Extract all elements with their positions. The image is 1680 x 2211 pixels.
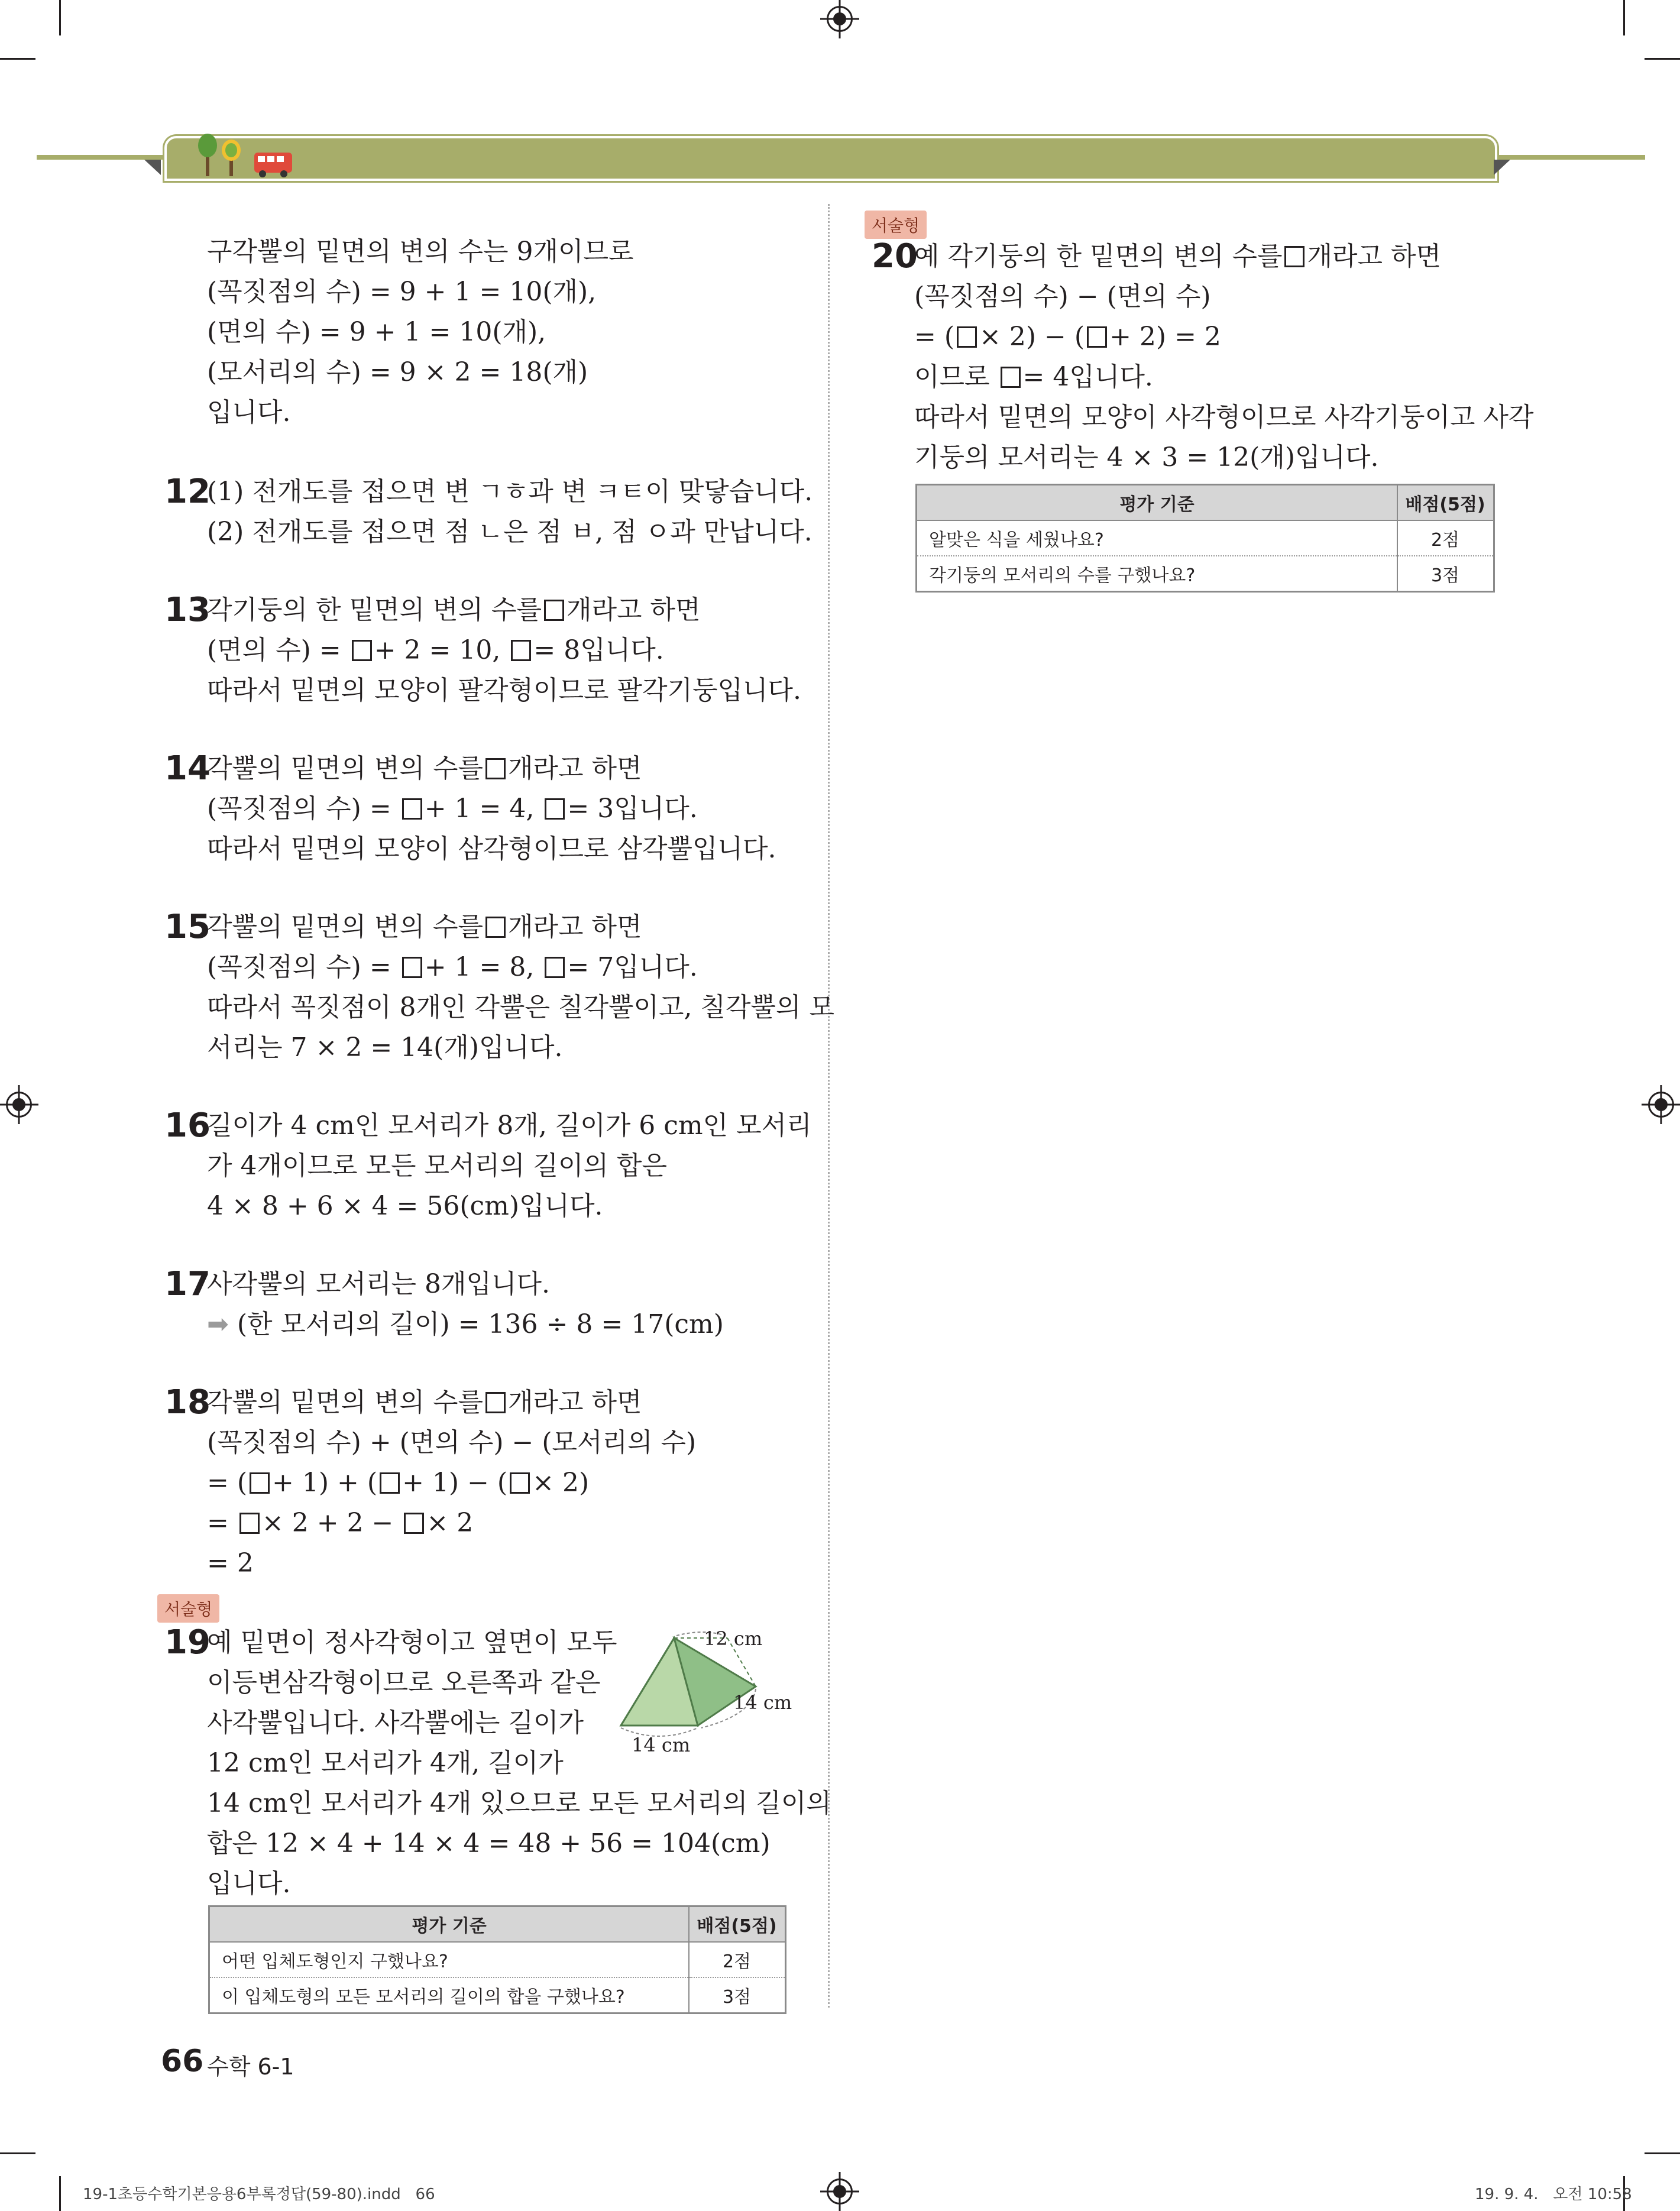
blank-box (404, 1513, 424, 1534)
answer-line: 이등변삼각형이므로 오른쪽과 같은 (207, 1668, 601, 1698)
column-divider (828, 204, 830, 2008)
answer-line: 서리는 7 × 2 = 14(개)입니다. (207, 1032, 563, 1063)
page-number: 66 (161, 2044, 204, 2079)
header-arrow-left (144, 160, 161, 175)
intro-line: (모서리의 수) = 9 × 2 = 18(개) (207, 357, 588, 387)
blank-box (239, 1513, 260, 1534)
answer-line: (2) 전개도를 접으면 점 ㄴ은 점 ㅂ, 점 ㅇ과 만납니다. (207, 517, 813, 547)
rubric-criteria: 알맞은 식을 세웠나요? (917, 520, 1398, 556)
rubric-points-header: 배점(5점) (689, 1906, 786, 1943)
answer-line: 각뿔의 밑면의 변의 수를 개라고 하면 (207, 753, 642, 784)
table-header-row (209, 1906, 786, 1943)
answer-line: 예 각기둥의 한 밑면의 변의 수를 개라고 하면 (914, 241, 1441, 271)
answer-line: 따라서 밑면의 모양이 팔각형이므로 팔각기둥입니다. (207, 675, 802, 705)
blank-box (545, 798, 565, 820)
essay-type-badge: 서술형 (157, 1594, 219, 1623)
answer-line: 사각뿔의 모서리는 8개입니다. (207, 1269, 550, 1299)
blank-box (380, 1472, 400, 1494)
blank-box (250, 1472, 270, 1494)
answer-line: 4 × 8 + 6 × 4 = 56(cm)입니다. (207, 1191, 603, 1221)
answer-line: 사각뿔입니다. 사각뿔에는 길이가 (207, 1708, 584, 1738)
blank-box (402, 798, 422, 820)
answer-line: 기둥의 모서리는 4 × 3 = 12(개)입니다. (914, 442, 1379, 472)
table-row (917, 556, 1494, 592)
answer-line: 가 4개이므로 모든 모서리의 길이의 합은 (207, 1151, 667, 1181)
intro-line: 입니다. (207, 397, 291, 428)
header-arrow-right (1494, 160, 1510, 175)
question-number: 14 (164, 749, 211, 788)
blank-box (511, 640, 531, 661)
answer-line: 입니다. (207, 1869, 291, 1899)
question-number: 13 (164, 591, 211, 629)
question-number: 15 (164, 908, 211, 946)
blank-box (1001, 367, 1021, 388)
header-tab (164, 136, 1497, 181)
question-number: 17 (164, 1265, 211, 1303)
bus-icon (254, 153, 292, 177)
answer-line: (꼭짓점의 수) − (면의 수) (914, 281, 1211, 312)
arrow-icon: ➡ (207, 1309, 229, 1339)
answer-line: (꼭짓점의 수) + (면의 수) − (모서리의 수) (207, 1427, 697, 1458)
question-number: 19 (164, 1623, 211, 1662)
rubric-criteria: 어떤 입체도형인지 구했나요? (209, 1942, 690, 1977)
answer-line: 예 밑면이 정사각형이고 옆면이 모두 (207, 1627, 617, 1658)
rubric-criteria: 각기둥의 모서리의 수를 구했나요? (929, 565, 1196, 586)
answer-line: (면의 수) = + 2 = 10, = 8입니다. (207, 635, 664, 665)
crop-mark (59, 0, 61, 35)
answer-line: 이므로 = 4입니다. (914, 362, 1153, 392)
rubric-points: 3점 (1397, 556, 1494, 592)
intro-line: (꼭짓점의 수) = 9 + 1 = 10(개), (207, 277, 597, 307)
edge-label: 14 cm (733, 1691, 792, 1714)
blank-box (1284, 246, 1304, 267)
rubric-criteria-header: 평가 기준 (917, 485, 1398, 521)
blank-box (510, 1472, 530, 1494)
print-date: 19. 9. 4. 오전 10:58 (1475, 2186, 1632, 2203)
answer-line: 12 cm인 모서리가 4개, 길이가 (207, 1748, 564, 1778)
answer-line: = × 2 + 2 − × 2 (207, 1508, 474, 1538)
table-row (209, 1942, 786, 1977)
answer-line: 14 cm인 모서리가 4개 있으므로 모든 모서리의 길이의 (207, 1788, 831, 1818)
answer-line: 각기둥의 한 밑면의 변의 수를 개라고 하면 (207, 595, 701, 625)
answer-line: 따라서 꼭짓점이 8개인 각뿔은 칠각뿔이고, 칠각뿔의 모 (207, 992, 834, 1022)
intro-line: (면의 수) = 9 + 1 = 10(개), (207, 317, 546, 347)
table-header-row (917, 485, 1494, 521)
blank-box (402, 957, 422, 978)
answer-line: (꼭짓점의 수) = + 1 = 4, = 3입니다. (207, 794, 698, 824)
answer-line: 따라서 밑면의 모양이 사각형이므로 사각기둥이고 사각 (914, 402, 1534, 432)
table-row (917, 520, 1494, 556)
crop-mark (59, 2176, 61, 2211)
rubric-points: 2점 (689, 1942, 786, 1977)
crop-mark (1645, 58, 1680, 60)
book-title: 수학 6-1 (207, 2054, 294, 2080)
answer-line: (1) 전개도를 접으면 변 ㄱㅎ과 변 ㅋㅌ이 맞닿습니다. (207, 477, 813, 507)
answer-line: 각뿔의 밑면의 변의 수를 개라고 하면 (207, 912, 642, 942)
edge-label: 12 cm (704, 1627, 763, 1650)
crop-mark (1623, 0, 1625, 35)
rubric-criteria: 이 입체도형의 모든 모서리의 길이의 합을 구했나요? (222, 1987, 625, 2008)
question-number: 18 (164, 1383, 211, 1422)
answer-line: = ( × 2) − ( + 2) = 2 (914, 322, 1221, 352)
question-number: 12 (164, 472, 211, 511)
blank-box (485, 1392, 506, 1413)
edge-label: 14 cm (632, 1734, 691, 1756)
rubric-points: 3점 (689, 1977, 786, 2013)
answer-line: ➡ (한 모서리의 길이) = 136 ÷ 8 = 17(cm) (207, 1309, 724, 1339)
crop-mark (1645, 2152, 1680, 2154)
blank-box (545, 957, 565, 978)
answer-line: 따라서 밑면의 모양이 삼각형이므로 삼각뿔입니다. (207, 834, 776, 864)
blank-box (352, 640, 372, 661)
blank-box (485, 758, 506, 779)
registration-mark-icon (827, 6, 853, 32)
header-icons (195, 131, 313, 179)
answer-line: 길이가 4 cm인 모서리가 8개, 길이가 6 cm인 모서리 (207, 1111, 812, 1141)
registration-mark-icon (1648, 1092, 1674, 1118)
tree-icon (198, 134, 217, 176)
blank-box (1087, 326, 1107, 348)
question-number: 16 (164, 1106, 211, 1145)
blank-box (544, 600, 564, 621)
answer-line: 각뿔의 밑면의 변의 수를 개라고 하면 (207, 1387, 642, 1417)
file-info: 19-1초등수학기본응용6부록정답(59-80).indd 66 (83, 2186, 435, 2203)
registration-mark-icon (827, 2178, 853, 2204)
rubric-points: 2점 (1397, 520, 1494, 556)
registration-mark-icon (6, 1092, 32, 1118)
rubric-points-header: 배점(5점) (1397, 485, 1494, 521)
tree-icon (222, 140, 241, 176)
square-pyramid-figure (615, 1620, 792, 1756)
table-row (209, 1977, 786, 2013)
scoring-rubric-table (208, 1905, 786, 2014)
answer-line: 합은 12 × 4 + 14 × 4 = 48 + 56 = 104(cm) (207, 1828, 771, 1859)
answer-line: (꼭짓점의 수) = + 1 = 8, = 7입니다. (207, 952, 698, 982)
rubric-criteria-header: 평가 기준 (209, 1906, 690, 1943)
scoring-rubric-table (915, 484, 1495, 593)
blank-box (957, 326, 977, 348)
crop-mark (0, 58, 35, 60)
blank-box (485, 917, 506, 938)
answer-line: = 2 (207, 1548, 254, 1578)
intro-line: 구각뿔의 밑면의 변의 수는 9개이므로 (207, 237, 634, 267)
crop-mark (0, 2152, 35, 2154)
answer-line: = ( + 1) + ( + 1) − ( × 2) (207, 1468, 590, 1498)
essay-type-badge: 서술형 (865, 211, 927, 239)
question-number: 20 (872, 237, 918, 276)
